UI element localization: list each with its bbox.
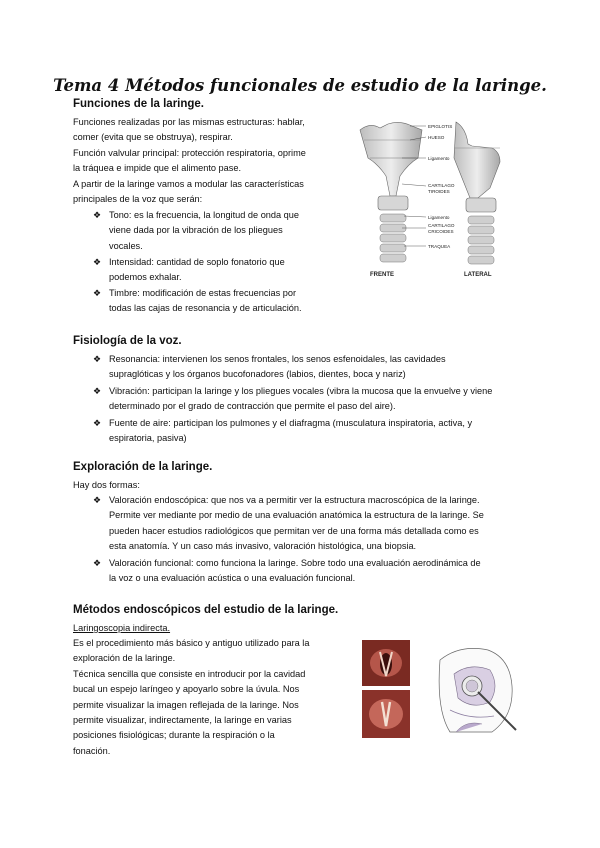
- text-line: Intensidad: cantidad de soplo fonatorio que: [109, 257, 285, 267]
- text-line: exploración de la laringe.: [73, 653, 176, 664]
- text-line: permite visualizar, indirectamente, la laringe en varias: [73, 715, 292, 726]
- text-line: Fuente de aire: participan los pulmones y el diafragma (musculatura inspiratoria, activa, y: [109, 418, 473, 428]
- text-line: comer (evita que se obstruya), respirar.: [73, 132, 233, 143]
- bullet-icon: ❖: [93, 558, 102, 568]
- text-line: viene dada por la vibración de los pliegues: [109, 225, 283, 236]
- text-line: la tráquea e impide que el alimento pase.: [73, 163, 242, 174]
- text-line: espiratoria, pasiva): [109, 433, 187, 444]
- label-tiroides: TIROIDES: [428, 189, 450, 194]
- page-title: Tema 4 Métodos funcionales de estudio de la laringe.: [53, 76, 547, 95]
- bullet-icon: ❖: [93, 418, 102, 428]
- text-line: bucal un espejo laríngeo y apoyarlo sobre la úvula. Nos: [73, 684, 300, 695]
- larynx-lateral-view: [454, 122, 500, 264]
- text-line: la voz o una evaluación acústica o una evaluación funcional.: [109, 573, 356, 584]
- text-line: vocales.: [109, 240, 143, 251]
- text-line: pueden hacer estudios radiológicos que permitan ver de una forma más detallada como es: [109, 525, 479, 536]
- larynx-anatomy-figure: [350, 118, 516, 280]
- text-line: fonación.: [73, 745, 111, 756]
- heading-metodos-endoscopicos: Métodos endoscópicos del estudio de la laringe.: [73, 604, 339, 616]
- bullet-icon: ❖: [93, 257, 102, 267]
- label-cartilago-2: CARTILAGO: [428, 223, 455, 228]
- larynx-endoscopic-photos: [362, 640, 410, 738]
- label-epiglotis: EPIGLOTIS: [428, 124, 453, 129]
- bullet-icon: ❖: [93, 288, 102, 298]
- laryngeal-mirror-illustration: [430, 640, 522, 738]
- subheading-laringoscopia-indirecta: Laringoscopia indirecta.: [73, 623, 171, 633]
- text-line: Valoración endoscópica: que nos va a permitir ver la estructura macroscópica de la laringe.: [109, 495, 480, 505]
- text-line: Timbre: modificación de estas frecuencias por: [109, 288, 297, 298]
- text-line: Tono: es la frecuencia, la longitud de onda que: [109, 210, 300, 220]
- text-line: Permite ver mediante por medio de una evaluación anatómica la estructura de la laringe. Se: [109, 510, 484, 521]
- text-line: posiciones fisiológicas; durante la respiración o la: [73, 730, 275, 741]
- label-hueso: HUESO: [428, 135, 445, 140]
- text-line: permite visualizar la imagen reflejada de la laringe. Nos: [73, 699, 299, 710]
- larynx-front-view: [360, 122, 422, 262]
- text-line: supraglóticas y los órganos bucofonadores (labios, dientes, boca y nariz): [109, 369, 406, 380]
- list-item: [93, 255, 339, 286]
- text-line: Vibración: participan la laringe y los pliegues vocales (vibra la mucosa que la envuelve y viene: [109, 386, 493, 396]
- text-line: determinado por el grado de contracción que permite el paso del aire).: [109, 401, 396, 412]
- bullet-icon: ❖: [93, 386, 102, 396]
- laringoscopia-paragraph: [73, 636, 335, 759]
- list-item: [93, 352, 539, 383]
- label-cricoides: CRICOIDES: [428, 229, 454, 234]
- label-ligamento-1: Ligamento: [428, 156, 450, 161]
- bullet-icon: ❖: [93, 354, 102, 364]
- text-line: Valoración funcional: como funciona la laringe. Sobre todo una evaluación aerodinámica de: [109, 558, 481, 568]
- bullet-icon: ❖: [93, 210, 102, 220]
- list-item: [93, 286, 339, 317]
- text-line: Técnica sencilla que consiste en introducir por la cavidad: [73, 668, 306, 679]
- funciones-paragraph: [73, 115, 343, 207]
- label-traquea: TRAQUEA: [428, 244, 451, 249]
- heading-exploracion: Exploración de la laringe.: [73, 461, 213, 473]
- text-line: Funciones realizadas por las mismas estructuras: hablar,: [73, 117, 305, 127]
- caption-frente: FRENTE: [370, 272, 394, 278]
- text-line: todas las cajas de resonancia y de articulación.: [109, 303, 302, 314]
- label-cartilago-1: CARTILAGO: [428, 183, 455, 188]
- heading-fisiologia: Fisiología de la voz.: [73, 335, 182, 347]
- text-line: esta anatomía. Y un caso más invasivo, valoración histológica, una biopsia.: [109, 541, 417, 552]
- list-item: [93, 493, 539, 555]
- text-line: Resonancia: intervienen los senos frontales, los senos esfenoidales, las cavidades: [109, 354, 446, 364]
- list-item: [93, 384, 539, 415]
- label-ligamento-2: Ligamento: [428, 215, 450, 220]
- text-line: Función valvular principal: protección respiratoria, oprime: [73, 147, 306, 158]
- text-line: A partir de la laringe vamos a modular las características: [73, 178, 304, 189]
- text-line: Es el procedimiento más básico y antiguo utilizado para la: [73, 638, 310, 648]
- text-line: podemos exhalar.: [109, 272, 182, 283]
- text-line: principales de la voz que serán:: [73, 194, 203, 205]
- caption-lateral: LATERAL: [464, 272, 492, 278]
- list-item: [93, 556, 539, 587]
- exploracion-intro: Hay dos formas:: [73, 480, 140, 490]
- heading-funciones: Funciones de la laringe.: [73, 98, 205, 110]
- bullet-icon: ❖: [93, 495, 102, 505]
- list-item: [93, 416, 539, 447]
- list-item: [93, 208, 339, 254]
